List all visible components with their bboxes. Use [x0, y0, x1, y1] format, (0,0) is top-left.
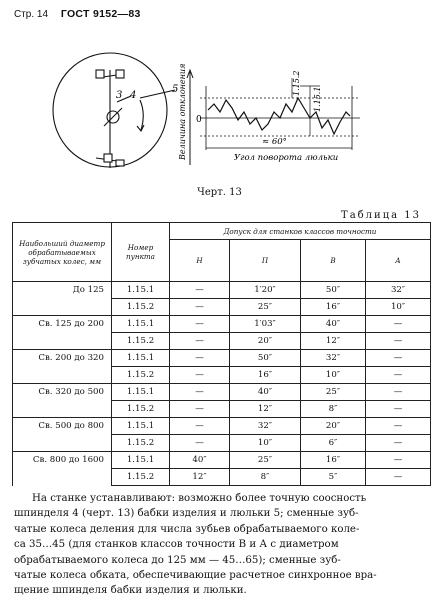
- table-row: [13, 435, 431, 452]
- tolerance-cell: 25″: [230, 452, 301, 469]
- size-cell: [13, 299, 112, 316]
- dimension-2: 1.15.1: [313, 86, 322, 112]
- size-cell: Св. 125 до 200: [13, 316, 112, 333]
- size-cell: Св. 800 до 1600: [13, 452, 112, 469]
- tolerance-cell: 10″: [301, 367, 366, 384]
- tolerance-cell: —: [170, 435, 230, 452]
- tolerance-cell: 50″: [301, 282, 366, 299]
- drawing-13: [0, 0, 439, 190]
- paragraph-line: щение шпинделя бабки изделия и люльки.: [14, 585, 247, 597]
- class-h: Н: [170, 240, 230, 282]
- angle-label: ≈ 60°: [262, 137, 287, 147]
- table-row: [13, 299, 431, 316]
- tolerance-table: [12, 222, 431, 486]
- label-4: 4: [130, 90, 137, 101]
- paragraph-line: чатые колеса деления для числа зубьев обрабатываемого коле-: [14, 523, 360, 535]
- item-cell: 1.15.2: [112, 435, 170, 452]
- tolerance-cell: 12″: [230, 401, 301, 418]
- tolerance-cell: —: [170, 367, 230, 384]
- table-row: [13, 401, 431, 418]
- col-diameter: Наибольший диаметр обрабатываемых зубчатых колес, мм: [13, 223, 112, 282]
- tolerance-cell: 8″: [230, 469, 301, 486]
- paragraph-line: са 35…45 (для станков классов точности В и А с диаметром: [14, 539, 339, 551]
- tolerance-cell: —: [366, 435, 431, 452]
- tolerance-cell: 16″: [230, 367, 301, 384]
- tolerance-cell: 5″: [301, 469, 366, 486]
- paragraph-line: чатые колеса обката, обеспечивающие расчетное синхронное вра-: [14, 570, 377, 582]
- class-a: А: [366, 240, 431, 282]
- tolerance-cell: 32″: [230, 418, 301, 435]
- tolerance-cell: 25″: [301, 384, 366, 401]
- document-code: ГОСТ 9152—83: [60, 8, 141, 20]
- tolerance-cell: 40″: [301, 316, 366, 333]
- tolerance-cell: 8″: [301, 401, 366, 418]
- class-p: П: [230, 240, 301, 282]
- tolerance-cell: —: [170, 316, 230, 333]
- tolerance-cell: —: [366, 452, 431, 469]
- x-axis-label: Угол поворота люльки: [234, 153, 339, 163]
- tolerance-cell: 20″: [230, 333, 301, 350]
- tolerance-cell: 6″: [301, 435, 366, 452]
- col-tolerance: Допуск для станков классов точности: [170, 223, 431, 240]
- tolerance-cell: 25″: [230, 299, 301, 316]
- tolerance-cell: —: [170, 401, 230, 418]
- paragraph-line: На станке устанавливают: возможно более точную соосность: [32, 493, 367, 504]
- tolerance-cell: —: [366, 384, 431, 401]
- size-cell: Св. 200 до 320: [13, 350, 112, 367]
- tolerance-cell: 12″: [170, 469, 230, 486]
- tolerance-cell: —: [170, 299, 230, 316]
- item-cell: 1.15.1: [112, 384, 170, 401]
- tolerance-cell: 40″: [170, 452, 230, 469]
- item-cell: 1.15.2: [112, 367, 170, 384]
- paragraph-line: шпинделя 4 (черт. 13) бабки изделия и люльки 5; сменные зуб-: [14, 508, 359, 520]
- dimension-1: 1.15.2: [292, 70, 301, 96]
- table-row: [13, 469, 431, 486]
- item-cell: 1.15.1: [112, 418, 170, 435]
- item-cell: 1.15.1: [112, 316, 170, 333]
- class-v: В: [301, 240, 366, 282]
- tolerance-cell: —: [366, 333, 431, 350]
- body-paragraph: [14, 491, 426, 599]
- tolerance-cell: —: [170, 333, 230, 350]
- item-cell: 1.15.1: [112, 452, 170, 469]
- table-row: [13, 282, 431, 299]
- item-cell: 1.15.2: [112, 401, 170, 418]
- item-cell: 1.15.1: [112, 282, 170, 299]
- tolerance-cell: —: [366, 367, 431, 384]
- size-cell: [13, 469, 112, 486]
- table-row: [13, 316, 431, 333]
- tolerance-cell: 1′03″: [230, 316, 301, 333]
- tolerance-cell: —: [366, 316, 431, 333]
- label-5: 5: [172, 84, 179, 95]
- tolerance-cell: 32″: [366, 282, 431, 299]
- tolerance-cell: 10″: [366, 299, 431, 316]
- table-row: [13, 367, 431, 384]
- tolerance-cell: —: [366, 350, 431, 367]
- item-cell: 1.15.1: [112, 350, 170, 367]
- tolerance-cell: 10″: [230, 435, 301, 452]
- tolerance-cell: —: [366, 401, 431, 418]
- size-cell: Св. 320 до 500: [13, 384, 112, 401]
- item-cell: 1.15.2: [112, 333, 170, 350]
- rotation-arrow: [140, 100, 143, 130]
- tolerance-cell: —: [366, 418, 431, 435]
- table-row: [13, 384, 431, 401]
- size-cell: До 125: [13, 282, 112, 299]
- deviation-curve: [208, 98, 350, 134]
- tolerance-cell: 32″: [301, 350, 366, 367]
- size-cell: [13, 435, 112, 452]
- size-cell: Св. 500 до 800: [13, 418, 112, 435]
- table-row: [13, 350, 431, 367]
- item-cell: 1.15.2: [112, 299, 170, 316]
- table-row: [13, 418, 431, 435]
- tolerance-cell: 16″: [301, 452, 366, 469]
- size-cell: [13, 401, 112, 418]
- tolerance-cell: 40″: [230, 384, 301, 401]
- tolerance-cell: —: [170, 282, 230, 299]
- item-cell: 1.15.2: [112, 469, 170, 486]
- tolerance-cell: —: [170, 384, 230, 401]
- table-caption: Таблица 13: [341, 210, 421, 221]
- zero-label: 0: [196, 115, 202, 125]
- tolerance-cell: 1′20″: [230, 282, 301, 299]
- tolerance-cell: 20″: [301, 418, 366, 435]
- table-row: [13, 333, 431, 350]
- drawing-caption: Черт. 13: [197, 187, 242, 198]
- tolerance-cell: —: [170, 350, 230, 367]
- col-item: Номер пункта: [112, 223, 170, 282]
- tolerance-cell: 50″: [230, 350, 301, 367]
- size-cell: [13, 333, 112, 350]
- size-cell: [13, 367, 112, 384]
- page-number: Стр. 14: [14, 9, 49, 20]
- tolerance-cell: —: [170, 418, 230, 435]
- y-axis-label: Величина отклонения: [178, 63, 187, 160]
- table-row: [13, 452, 431, 469]
- tolerance-cell: —: [366, 469, 431, 486]
- label-3: 3: [116, 90, 123, 101]
- tolerance-cell: 16″: [301, 299, 366, 316]
- paragraph-line: обрабатываемого колеса до 125 мм — 45…65); сменные зуб-: [14, 554, 341, 566]
- tolerance-cell: 12″: [301, 333, 366, 350]
